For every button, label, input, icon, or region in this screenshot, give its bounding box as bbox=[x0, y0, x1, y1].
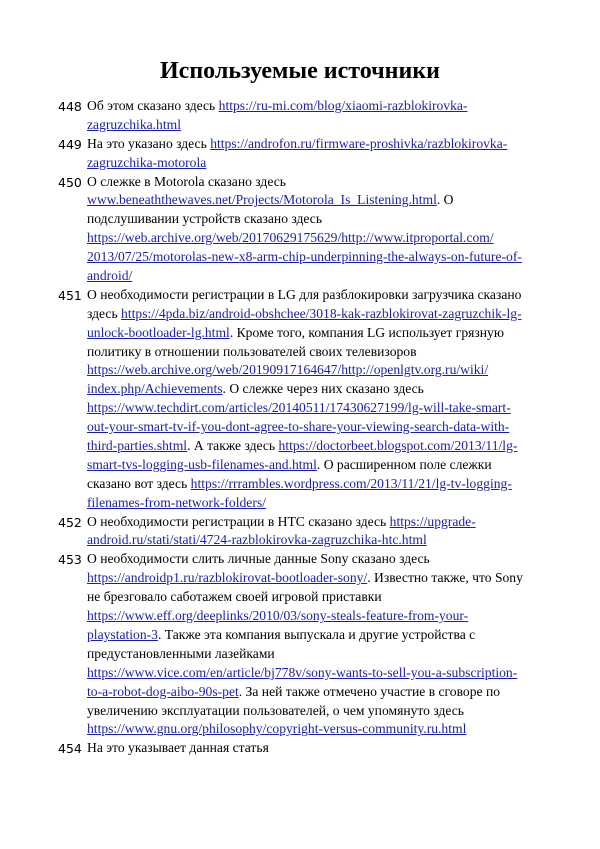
page-title: Используемые источники bbox=[160, 58, 440, 84]
reference-link[interactable]: to-a-robot-dog-aibo-90s-pet bbox=[87, 683, 239, 699]
reference-link[interactable]: third-parties.shtml bbox=[87, 438, 188, 454]
reference-line bbox=[87, 588, 548, 607]
reference-line bbox=[87, 683, 548, 702]
reference-text: . Также эта компания выпускала и другие устройства с bbox=[157, 626, 476, 642]
reference-line bbox=[87, 229, 548, 248]
reference-number: 450 bbox=[58, 174, 82, 190]
reference-line bbox=[87, 475, 548, 494]
reference-line bbox=[87, 399, 548, 418]
reference-item bbox=[58, 97, 548, 135]
reference-text: . А также здесь bbox=[187, 438, 279, 454]
reference-link[interactable]: filenames-from-network-folders/ bbox=[87, 494, 266, 510]
reference-line bbox=[87, 664, 548, 683]
reference-line bbox=[87, 494, 548, 513]
reference-line bbox=[87, 173, 548, 192]
reference-text: сказано вот здесь bbox=[87, 475, 191, 491]
reference-link[interactable]: android.ru/stati/stati/4724-razblokirovka-zagruzchika-htc.html bbox=[87, 532, 427, 548]
references-list bbox=[58, 97, 548, 758]
reference-text: . За ней также отмечено участие в сговоре по bbox=[238, 683, 501, 699]
reference-link[interactable]: https://www.gnu.org/philosophy/copyright-versus-community.ru.html bbox=[87, 721, 467, 737]
reference-link[interactable]: https://www.eff.org/deeplinks/2010/03/sony-steals-feature-from-your- bbox=[87, 608, 469, 624]
reference-text: . Известно также, что Sony bbox=[367, 570, 523, 586]
reference-link[interactable]: https://web.archive.org/web/20190917164647/http://openlgtv.org.ru/wiki/ bbox=[87, 362, 489, 378]
reference-text: На это указывает данная статья bbox=[87, 740, 269, 756]
reference-text: О слежке в Motorola сказано здесь bbox=[87, 173, 286, 189]
reference-text: О необходимости регистрации в LG для разблокировки загрузчика сказано bbox=[87, 286, 522, 302]
reference-text: . О расширенном поле слежки bbox=[316, 456, 492, 472]
reference-line bbox=[87, 645, 548, 664]
reference-link[interactable]: https://www.vice.com/en/article/bj778v/sony-wants-to-sell-you-a-subscription- bbox=[87, 664, 518, 680]
reference-text: О необходимости слить личные данные Sony сказано здесь bbox=[87, 551, 430, 567]
reference-link[interactable]: playstation-3 bbox=[87, 626, 158, 642]
reference-link[interactable]: unlock-bootloader-lg.html bbox=[87, 324, 230, 340]
reference-link[interactable]: https://androidp1.ru/razblokirovat-bootloader-sony/ bbox=[87, 570, 368, 586]
reference-line bbox=[87, 135, 548, 154]
reference-line bbox=[87, 343, 548, 362]
reference-line bbox=[87, 210, 548, 229]
reference-item bbox=[58, 550, 548, 739]
reference-text: не брезговало саботажем своей игровой приставки bbox=[87, 589, 382, 605]
reference-link[interactable]: https://doctorbeet.blogspot.com/2013/11/lg- bbox=[278, 438, 518, 454]
reference-number: 448 bbox=[58, 99, 82, 114]
reference-link[interactable]: android/ bbox=[87, 268, 133, 284]
reference-line bbox=[87, 154, 548, 173]
reference-link[interactable]: zagruzchika.html bbox=[87, 116, 181, 132]
reference-line bbox=[87, 267, 548, 286]
reference-link[interactable]: https://rrrambles.wordpress.com/2013/11/21/lg-tv-logging- bbox=[190, 475, 512, 491]
reference-line bbox=[87, 380, 548, 399]
reference-link[interactable]: https://4pda.biz/android-obshchee/3018-kak-razblokirovat-zagruzchik-lg- bbox=[121, 305, 522, 321]
reference-line bbox=[87, 456, 548, 475]
reference-line bbox=[87, 607, 548, 626]
reference-line bbox=[87, 626, 548, 645]
reference-line bbox=[87, 550, 548, 569]
reference-text: Об этом сказано здесь bbox=[87, 98, 219, 113]
reference-item bbox=[58, 173, 548, 286]
reference-line bbox=[87, 305, 548, 324]
reference-number: 453 bbox=[58, 552, 82, 568]
reference-item bbox=[58, 739, 548, 758]
reference-link[interactable]: 2013/07/25/motorolas-new-x8-arm-chip-underpinning-the-always-on-future-of- bbox=[87, 249, 522, 265]
reference-link[interactable]: https://ru-mi.com/blog/xiaomi-razblokirovka- bbox=[218, 98, 468, 113]
reference-link[interactable]: index.php/Achievements bbox=[87, 381, 223, 397]
reference-line bbox=[87, 97, 548, 116]
reference-line bbox=[87, 702, 548, 721]
reference-number: 454 bbox=[58, 741, 82, 757]
reference-item bbox=[58, 513, 548, 551]
reference-text: . Кроме того, компания LG использует грязную bbox=[229, 324, 504, 340]
reference-link[interactable]: smart-tvs-logging-usb-filenames-and.html bbox=[87, 456, 317, 472]
reference-item bbox=[58, 135, 548, 173]
reference-text: О необходимости регистрации в HTC сказано здесь bbox=[87, 513, 390, 529]
reference-link[interactable]: zagruzchika-motorola bbox=[87, 154, 207, 170]
reference-link[interactable]: https://upgrade- bbox=[389, 513, 476, 529]
reference-line bbox=[87, 286, 548, 305]
reference-line bbox=[87, 437, 548, 456]
reference-item bbox=[58, 286, 548, 513]
reference-text: здесь bbox=[87, 305, 122, 321]
reference-link[interactable]: https://androfon.ru/firmware-proshivka/razblokirovka- bbox=[210, 135, 508, 151]
reference-number: 452 bbox=[58, 514, 82, 530]
reference-number: 449 bbox=[58, 136, 82, 152]
reference-number: 451 bbox=[58, 287, 82, 303]
reference-line bbox=[87, 531, 548, 550]
reference-link[interactable]: www.beneaththewaves.net/Projects/Motorola_Is_Listening.html bbox=[87, 192, 437, 208]
reference-line bbox=[87, 418, 548, 437]
reference-text: политику в отношении пользователей своих телевизоров bbox=[87, 343, 417, 359]
reference-line bbox=[87, 324, 548, 343]
reference-line bbox=[87, 248, 548, 267]
reference-text: предустановленными лазейками bbox=[87, 645, 275, 661]
reference-line bbox=[87, 513, 548, 532]
reference-line bbox=[87, 569, 548, 588]
reference-line bbox=[87, 720, 548, 739]
reference-link[interactable]: https://www.techdirt.com/articles/20140511/17430627199/lg-will-take-smart- bbox=[87, 400, 511, 416]
reference-text: . О слежке через них сказано здесь bbox=[222, 381, 424, 397]
reference-line bbox=[87, 191, 548, 210]
reference-text: На это указано здесь bbox=[87, 135, 211, 151]
reference-link[interactable]: https://web.archive.org/web/20170629175629/http://www.itproportal.com/ bbox=[87, 230, 494, 246]
reference-line bbox=[87, 361, 548, 380]
reference-text: . О bbox=[436, 192, 454, 208]
reference-text: увеличению эксплуатации пользователей, о чем упомянуто здесь bbox=[87, 702, 465, 718]
reference-line bbox=[87, 739, 548, 758]
reference-link[interactable]: out-your-smart-tv-if-you-dont-agree-to-share-your-viewing-search-data-with- bbox=[87, 419, 510, 435]
reference-text: подслушивании устройств сказано здесь bbox=[87, 211, 323, 227]
reference-line bbox=[87, 116, 548, 135]
